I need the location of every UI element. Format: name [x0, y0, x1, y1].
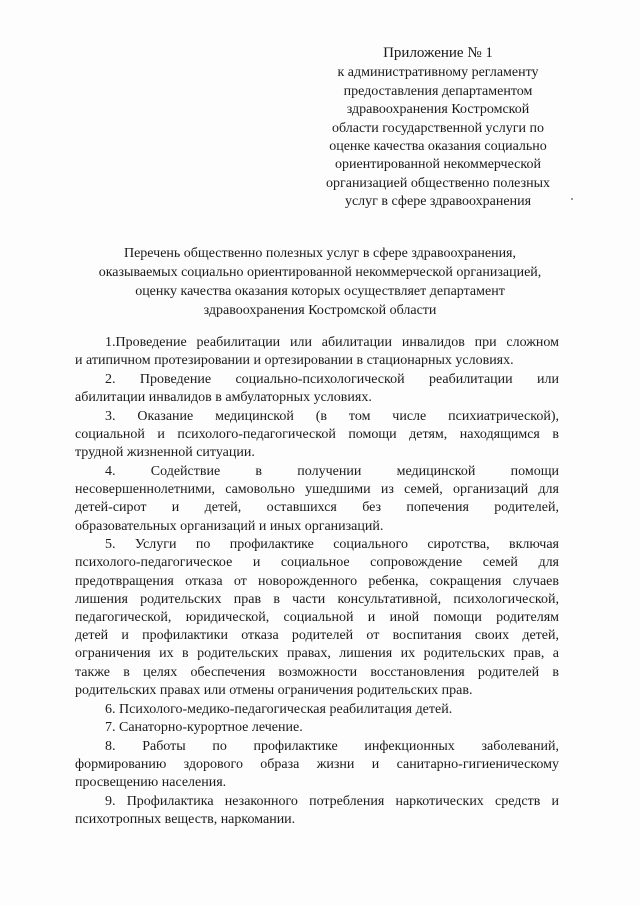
item-line: 8. Работы по профилактике инфекционных заболеваний, [105, 738, 559, 754]
list-item [75, 536, 559, 700]
item-line: ограничения их в родительских правах, лишения их родительских прав, а [75, 646, 559, 662]
list-item [75, 334, 559, 370]
heading-line: здравоохранения Костромской области [203, 303, 437, 318]
item-line: предотвращения отказа от новорожденного ребенка, сокращения случаев [75, 573, 559, 589]
list-item [75, 719, 559, 737]
item-line: несовершеннолетними, самовольно ушедшими из семей, организаций для [75, 482, 559, 498]
appendix-line: к административному регламенту [337, 65, 539, 81]
item-line: социальной и психолого-педагогической помощи детям, находящимся в [75, 427, 559, 443]
heading-line: оказываемых социально ориентированной некоммерческой организацией, [98, 265, 542, 280]
item-line: 3. Оказание медицинской (в том числе психиатрической), [105, 408, 559, 424]
appendix-line: услуг в сфере здравоохранения [344, 194, 532, 210]
scan-speck [571, 198, 573, 200]
item-line: 5. Услуги по профилактике социального сиротства, включая [105, 537, 559, 553]
appendix-line: оценке качества оказания социально [329, 139, 547, 155]
heading-line: Перечень общественно полезных услуг в сфере здравоохранения, [123, 246, 516, 261]
item-line: также в целях обеспечения возможности восстановления родителей в [75, 664, 559, 680]
item-line: 9. Профилактика незаконного потребления наркотических средств и [105, 794, 559, 810]
list-item [75, 793, 559, 829]
item-line: психотропных веществ, наркомании. [75, 812, 296, 828]
item-line: родительских правах или отмены ограничения родительских прав. [75, 682, 473, 698]
item-line: трудной жизненной ситуации. [75, 445, 255, 461]
item-line: 4. Содействие в получении медицинской помощи [105, 463, 559, 479]
appendix-line: ориентированной некоммерческой [335, 157, 541, 173]
item-line: 2. Проведение социально-психологической реабилитации или [105, 371, 559, 387]
services-list [75, 334, 559, 830]
appendix-line: предоставления департаментом [343, 83, 533, 99]
appendix-line: области государственной услуги по [331, 120, 544, 136]
item-line: педагогической, юридической, социальной и иной помощи родителям [75, 610, 559, 626]
item-line: и атипичном протезировании и ортезировании в стационарных условиях. [75, 353, 514, 369]
list-item [75, 701, 559, 719]
item-line: просвещению населения. [75, 775, 227, 791]
item-line: психолого-педагогическое и социальное сопровождение семей для [75, 555, 559, 571]
document-heading [60, 244, 580, 320]
heading-line: оценку качества оказания которых осуществляет департамент [135, 284, 505, 299]
list-item [75, 463, 559, 536]
item-line: абилитации инвалидов в амбулаторных условиях. [75, 390, 372, 406]
appendix-line: организацией общественно полезных [325, 175, 550, 191]
item-line: 7. Санаторно-курортное лечение. [105, 720, 303, 736]
item-line: детей-сирот и детей, оставшихся без попечения родителей, [75, 500, 559, 516]
item-line: 6. Психолого-медико-педагогическая реабилитация детей. [105, 701, 453, 717]
item-line: 1.Проведение реабилитации или абилитации инвалидов при сложном [105, 335, 559, 350]
appendix-line: здравоохранения Костромской [346, 102, 530, 118]
list-item [75, 371, 559, 407]
list-item [75, 738, 559, 793]
item-line: лишения родительских прав в части консультативной, психологической, [75, 591, 559, 607]
appendix-title: Приложение № 1 [383, 45, 493, 61]
list-item [75, 408, 559, 463]
appendix-header [300, 44, 576, 212]
item-line: формированию здорового образа жизни и санитарно-гигиеническому [75, 757, 559, 773]
item-line: детей и профилактики отказа родителей от воспитания своих детей, [75, 628, 559, 644]
item-line: образовательных организаций и иных организаций. [75, 518, 384, 534]
